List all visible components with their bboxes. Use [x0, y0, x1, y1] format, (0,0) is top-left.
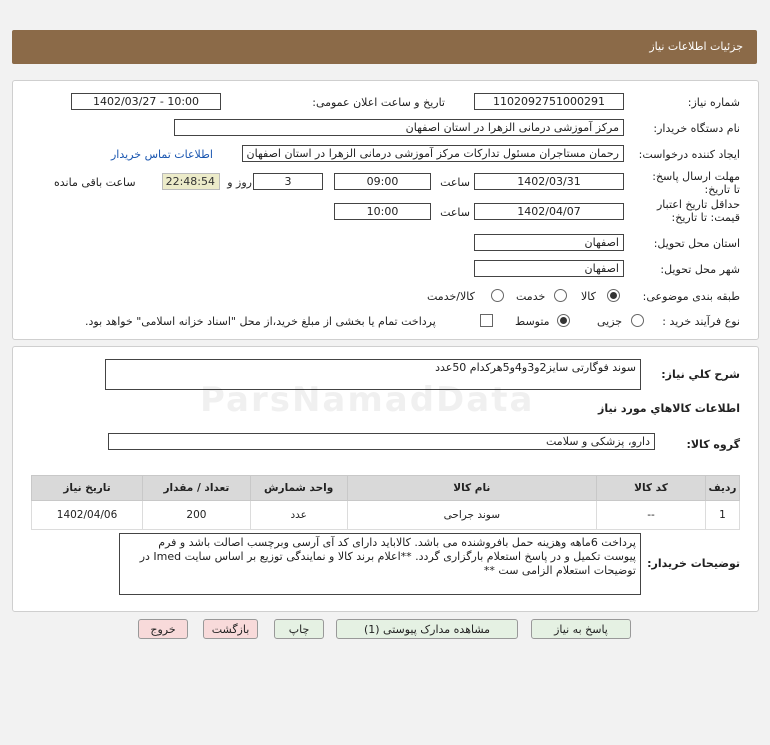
col-row: ردیف [705, 476, 739, 501]
watermark: ParsNamadData [200, 380, 535, 420]
remaining-time-field: 22:48:54 [162, 173, 220, 190]
deadline-date-field: 1402/03/31 [474, 173, 624, 190]
process-medium-label: متوسط [515, 315, 550, 328]
cell-date: 1402/04/06 [32, 501, 143, 530]
treasury-payment-note: پرداخت تمام یا بخشی از مبلغ خرید،از محل "اسناد خزانه اسلامی" خواهد بود. [85, 315, 436, 328]
buyer-notes-label: توضیحات خریدار: [647, 557, 740, 570]
days-field: 3 [253, 173, 323, 190]
buyer-field: مرکز آموزشی درمانی الزهرا در استان اصفهان [174, 119, 624, 136]
buyer-label: نام دستگاه خریدار: [653, 122, 740, 135]
days-label: روز و [227, 176, 252, 189]
table-row [32, 501, 740, 530]
col-code: کد کالا [597, 476, 706, 501]
deadline-time-label: ساعت [440, 176, 470, 189]
cell-name: سوند جراحی [347, 501, 597, 530]
cell-row: 1 [705, 501, 739, 530]
validity-time-label: ساعت [440, 206, 470, 219]
deadline-label: مهلت ارسال پاسخ: تا تاریخ: [652, 170, 740, 196]
treasury-payment-checkbox[interactable] [480, 314, 493, 327]
page-title: جزئیات اطلاعات نیاز [649, 40, 743, 53]
process-label: نوع فرآیند خرید : [662, 315, 740, 328]
category-goods-label: کالا [581, 290, 596, 303]
cell-quantity: 200 [143, 501, 251, 530]
process-medium-radio[interactable] [557, 314, 570, 327]
page-header [12, 30, 757, 64]
province-label: استان محل تحویل: [653, 237, 740, 250]
cell-unit: عدد [250, 501, 347, 530]
table-header-row [32, 476, 740, 501]
col-quantity: تعداد / مقدار [143, 476, 251, 501]
category-label: طبقه بندی موضوعی: [642, 290, 740, 303]
need-info-panel [12, 80, 759, 340]
validity-date-field: 1402/04/07 [474, 203, 624, 220]
attachments-button[interactable]: مشاهده مدارک پیوستی (1) [336, 619, 518, 639]
reply-button[interactable]: پاسخ به نیاز [531, 619, 631, 639]
col-date: تاریخ نیاز [32, 476, 143, 501]
creator-field: رحمان مستاجران مسئول تدارکات مرکز آموزشی درمانی الزهرا در استان اصفهان [242, 145, 624, 162]
goods-info-title: اطلاعات کالاهاي مورد نياز [598, 402, 740, 415]
need-number-label: شماره نیاز: [687, 96, 740, 109]
back-button[interactable]: بازگشت [203, 619, 258, 639]
print-button[interactable]: چاپ [274, 619, 324, 639]
creator-label: ایجاد کننده درخواست: [638, 148, 740, 161]
city-field: اصفهان [474, 260, 624, 277]
validity-label: حداقل تاریخ اعتبار قیمت: تا تاریخ: [656, 198, 740, 224]
category-service-label: خدمت [516, 290, 546, 303]
city-label: شهر محل تحویل: [660, 263, 740, 276]
category-service-radio[interactable] [554, 289, 567, 302]
summary-field: سوند فوگارتی سایز2و3و4و5هرکدام 50عدد [105, 359, 641, 390]
goods-group-field: دارو، پزشکی و سلامت [108, 433, 655, 450]
goods-group-label: گروه کالا: [686, 438, 740, 451]
buyer-contact-link[interactable]: اطلاعات تماس خریدار [111, 148, 213, 161]
col-unit: واحد شمارش [250, 476, 347, 501]
process-minor-radio[interactable] [631, 314, 644, 327]
announce-field: 1402/03/27 - 10:00 [71, 93, 221, 110]
category-both-label: کالا/خدمت [427, 290, 475, 303]
exit-button[interactable]: خروج [138, 619, 188, 639]
col-name: نام کالا [347, 476, 597, 501]
category-both-radio[interactable] [491, 289, 504, 302]
process-minor-label: جزیی [597, 315, 623, 328]
province-field: اصفهان [474, 234, 624, 251]
need-number-field: 1102092751000291 [474, 93, 624, 110]
announce-label: تاریخ و ساعت اعلان عمومی: [312, 96, 445, 109]
goods-table [31, 475, 740, 530]
summary-label: شرح کلي نياز: [661, 368, 740, 381]
deadline-time-field: 09:00 [334, 173, 431, 190]
buyer-notes-field: پرداخت 6ماهه وهزینه حمل بافروشنده می باشد. کالاباید دارای کد آی آرسی وبرچسب اصالت باشد و فرم پیوست تکمیل و در پاسخ استعلام بارگزاری گردد. **اعلام برند کالا و نمایندگی توزیع بر اساس سایت Imed در توضیحات استعلام الزامی ست ** [119, 533, 641, 595]
remaining-label: ساعت باقی مانده [54, 176, 136, 189]
cell-code: -- [597, 501, 706, 530]
validity-time-field: 10:00 [334, 203, 431, 220]
category-goods-radio[interactable] [607, 289, 620, 302]
